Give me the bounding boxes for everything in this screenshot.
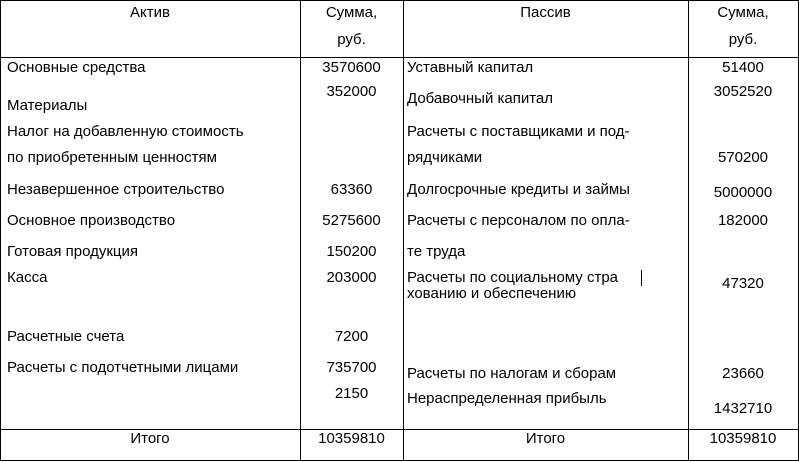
aktiv-sum: 7200 (334, 328, 369, 345)
aktiv-item: Готовая продукция (7, 243, 138, 260)
header-aktiv: Актив (130, 4, 170, 21)
header-passiv: Пассив (520, 4, 571, 21)
header-sum-passiv-line1: Сумма, (717, 4, 769, 21)
aktiv-item: Расчеты с подотчетными лицами (7, 359, 239, 376)
aktiv-sum: 735700 (326, 359, 377, 376)
aktiv-item: по приобретенным ценностям (7, 149, 217, 166)
passiv-sum: 47320 (722, 275, 764, 292)
passiv-item: Долгосрочные кредиты и займы (407, 181, 630, 198)
header-sum-aktiv-line1: Сумма, (325, 4, 378, 21)
passiv-sum: 182000 (717, 212, 769, 229)
aktiv-sum: 63360 (330, 181, 373, 198)
total-sum-passiv: 10359810 (709, 430, 777, 447)
table-border-bottom (0, 460, 799, 461)
passiv-sum: 570200 (717, 149, 769, 166)
passiv-sum: 5000000 (713, 184, 773, 201)
column-divider (403, 0, 404, 461)
passiv-item: Расчеты по социальному стра (407, 269, 619, 286)
aktiv-sum: 352000 (326, 83, 377, 100)
header-divider (0, 57, 799, 58)
passiv-item: Расчеты с поставщиками и под- (407, 123, 630, 140)
aktiv-item: Материалы (7, 97, 88, 114)
aktiv-item: Основное производство (7, 212, 176, 229)
header-sum-passiv-line2: руб. (728, 31, 758, 48)
total-label-aktiv: Итого (130, 430, 170, 447)
passiv-item: Расчеты по налогам и сборам (407, 365, 617, 382)
total-sum-aktiv: 10359810 (318, 430, 385, 447)
aktiv-sum: 203000 (326, 269, 377, 286)
aktiv-item: Незавершенное строительство (7, 181, 225, 198)
passiv-item: Уставный капитал (407, 59, 534, 76)
header-sum-aktiv-line2: руб. (337, 31, 366, 48)
aktiv-sum: 3570600 (322, 59, 381, 76)
passiv-sum: 3052520 (713, 83, 773, 100)
passiv-item: хованию и обеспечению (407, 285, 577, 302)
aktiv-item: Касса (7, 269, 48, 286)
passiv-item: рядчиками (407, 149, 483, 166)
text-cursor (641, 270, 642, 286)
passiv-item: Нераспределенная прибыль (407, 390, 607, 407)
passiv-item: те труда (407, 243, 466, 260)
table-border-top (0, 0, 799, 1)
aktiv-sum: 150200 (326, 243, 377, 260)
passiv-item: Добавочный капитал (407, 90, 554, 107)
table-border-left (0, 0, 1, 461)
aktiv-item: Расчетные счета (7, 328, 125, 345)
passiv-item: Расчеты с персоналом по опла- (407, 212, 630, 229)
total-label-passiv: Итого (525, 430, 566, 447)
passiv-sum: 23660 (722, 365, 764, 382)
passiv-sum: 1432710 (713, 400, 773, 417)
aktiv-item: Налог на добавленную стоимость (7, 123, 244, 140)
passiv-sum: 51400 (722, 59, 764, 76)
aktiv-sum: 5275600 (322, 212, 381, 229)
aktiv-item: Основные средства (7, 59, 146, 76)
aktiv-sum: 2150 (334, 385, 369, 402)
